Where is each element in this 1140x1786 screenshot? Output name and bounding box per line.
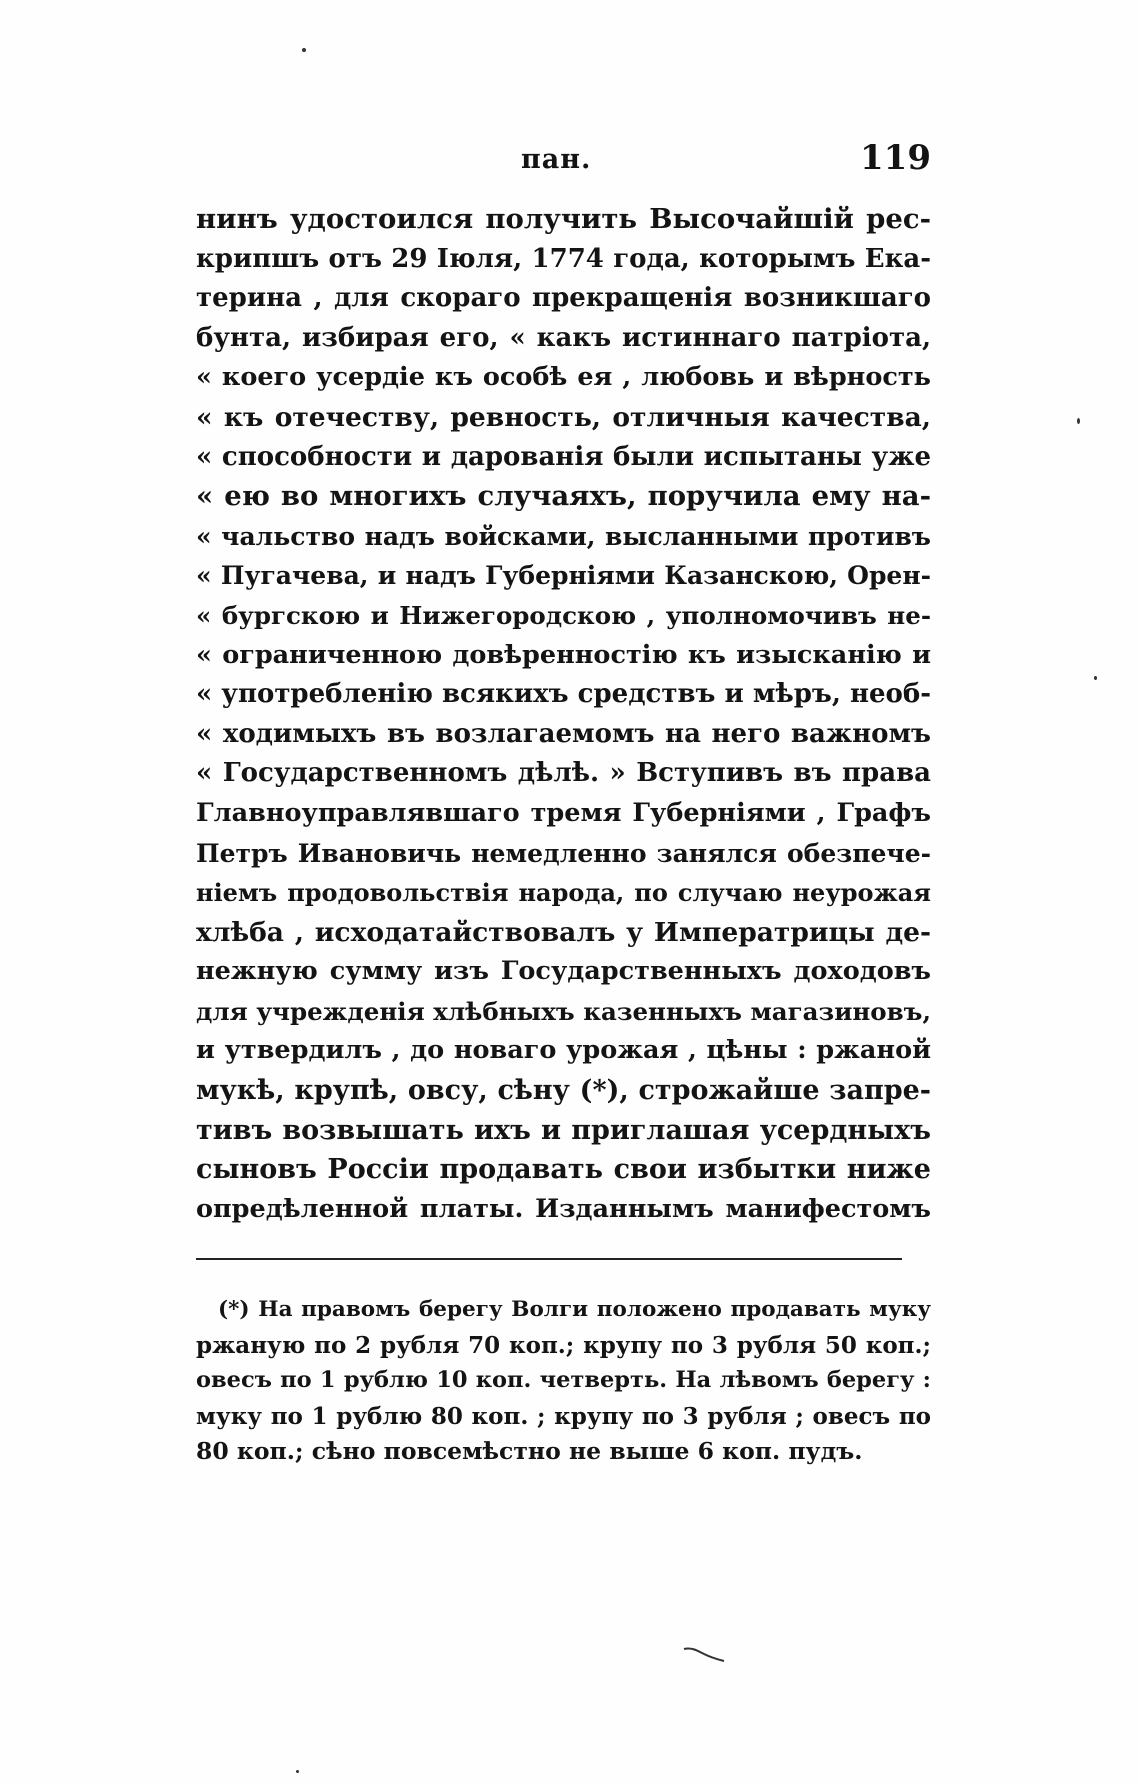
text-line: бунта, избирая его, « какъ истиннаго патріота, bbox=[196, 322, 931, 353]
footnote-line: (*) На правомъ берегу Волги положено продавать муку bbox=[218, 1297, 931, 1322]
text-line: « ею во многихъ случаяхъ, поручила ему на- bbox=[196, 480, 931, 513]
text-line: Петръ Ивановичь немедленно занялся обезпече- bbox=[196, 838, 931, 868]
text-line: « коего усердіе къ особѣ ея , любовь и вѣрность bbox=[196, 362, 931, 393]
scan-speck bbox=[302, 48, 306, 52]
text-line: Главноуправлявшаго тремя Губерніями , Графъ bbox=[196, 797, 931, 828]
text-line: опредѣленной платы. Изданнымъ манифестомъ bbox=[196, 1193, 931, 1224]
scan-speck bbox=[1094, 676, 1097, 680]
text-line: « ограниченною довѣренностію къ изысканію и bbox=[196, 639, 931, 670]
footnote-line: муку по 1 рублю 80 коп. ; крупу по 3 рубля ; овесъ по bbox=[196, 1402, 931, 1430]
page-number: 119 bbox=[860, 138, 931, 178]
text-line: мукѣ, крупѣ, овсу, сѣну (*), строжайше запре- bbox=[196, 1075, 931, 1107]
text-line: и утвердилъ , до новаго урожая , цѣны : ржаной bbox=[196, 1035, 931, 1066]
scan-speck bbox=[1077, 418, 1080, 424]
main-text bbox=[196, 200, 931, 1229]
text-line: хлѣба , исходатайствовалъ у Императрицы де- bbox=[196, 916, 931, 948]
footnote-line: ржаную по 2 рубля 70 коп.; крупу по 3 рубля 50 коп.; bbox=[196, 1331, 931, 1359]
text-line: « ходимыхъ въ возлагаемомъ на него важномъ bbox=[196, 718, 931, 749]
text-line: нинъ удостоился получить Высочайшій рес- bbox=[196, 203, 931, 235]
running-head: пан. bbox=[521, 144, 592, 175]
scan-speck bbox=[296, 1770, 299, 1773]
footnote-line: 80 коп.; сѣно повсемѣстно не выше 6 коп. пудъ. bbox=[196, 1437, 863, 1465]
text-line: для учрежденія хлѣбныхъ казенныхъ магазиновъ, bbox=[196, 996, 931, 1026]
text-line: « чальство надъ войсками, высланными противъ bbox=[196, 521, 931, 551]
page-header bbox=[196, 138, 931, 188]
footnote bbox=[196, 1292, 931, 1470]
text-line: ніемъ продовольствія народа, по случаю неурожая bbox=[196, 878, 931, 908]
text-line: терина , для скораго прекращенія возникшаго bbox=[196, 283, 931, 314]
text-line: крипшъ отъ 29 Іюля, 1774 года, которымъ Ека- bbox=[196, 243, 931, 274]
text-line: нежную сумму изъ Государственныхъ доходовъ bbox=[196, 956, 931, 987]
text-line: « Государственномъ дѣлѣ. » Вступивъ въ права bbox=[196, 758, 931, 789]
scan-mark bbox=[682, 1645, 726, 1663]
text-line: « способности и дарованія были испытаны уже bbox=[196, 441, 931, 472]
text-line: « бургскою и Нижегородскою , уполномочивъ не- bbox=[196, 600, 931, 630]
footnote-line: овесъ по 1 рублю 10 коп. четверть. На лѣвомъ берегу : bbox=[196, 1367, 931, 1393]
text-line: « къ отечеству, ревность, отличныя качества, bbox=[196, 401, 931, 433]
footnote-separator bbox=[196, 1258, 902, 1260]
text-line: сыновъ Россіи продавать свои избытки ниже bbox=[196, 1154, 931, 1186]
text-line: « употребленію всякихъ средствъ и мѣръ, необ- bbox=[196, 679, 932, 710]
text-line: тивъ возвышать ихъ и приглашая усердныхъ bbox=[196, 1114, 931, 1146]
text-line: « Пугачева, и надъ Губерніями Казанскою, Орен- bbox=[196, 561, 931, 591]
